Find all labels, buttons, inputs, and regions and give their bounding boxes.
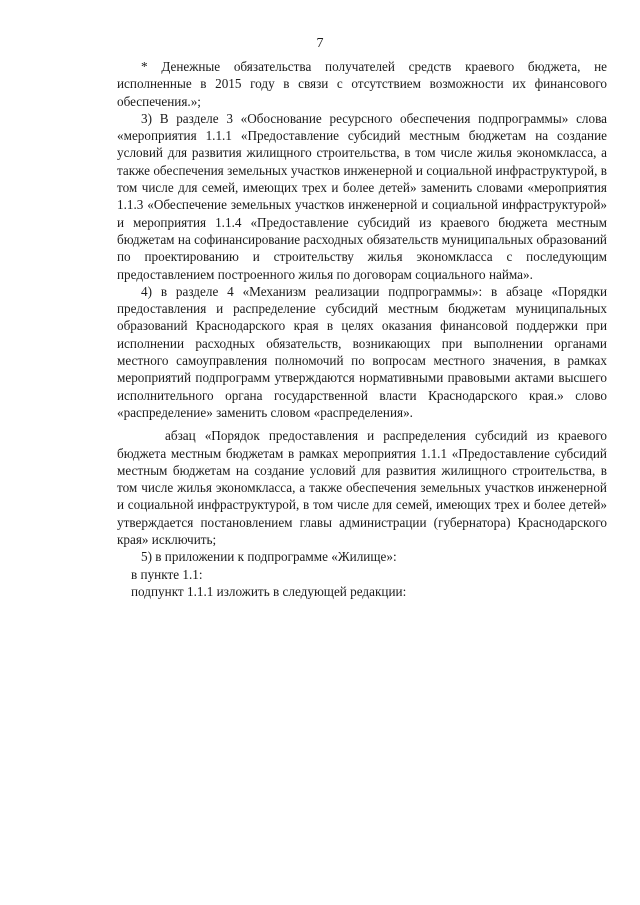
document-body xyxy=(117,58,607,600)
paragraph-podpunkt: подпункт 1.1.1 изложить в следующей редакции: xyxy=(131,583,407,599)
paragraph-item-5: 5) в приложении к подпрограмме «Жилище»: xyxy=(141,549,397,565)
paragraph-item-4: 4) в разделе 4 «Механизм реализации подпрограммы»: в абзаце «Порядки предоставления и распределение субсидий местным бюджетам муниципальных образований Краснодарского края в целях оказания финансовой поддержки при исполнении расходных обязательств, возникающих при выполнении органами местного самоуправления полномочий по вопросам местного значения, в рамках мероприятий подпрограмм утверждаются нормативными правовыми актами высшего исполнительного органа государственной власти Краснодарского края.» слово «распределение» заменить словом «распределения». xyxy=(117,283,607,420)
paragraph-abzac: абзац «Порядок предоставления и распределения субсидий из краевого бюджета местным бюджетам в рамках мероприятия 1.1.1 «Предоставление субсидий местным бюджетам на создание условий для развития жилищного строительства, в том числе жилья экономкласса, а также обеспечения земельных участков инженерной и социальной инфраструктурой, в том числе для семей, имеющих трех и более детей» утверждается постановлением главы администрации (губернатора) Краснодарского края» исключить; xyxy=(117,428,607,548)
paragraph-punkt: в пункте 1.1: xyxy=(131,566,203,582)
paragraph-footnote: * Денежные обязательства получателей средств краевого бюджета, не исполненные в 2015 году в связи с отсутствием возможности их финансового обеспечения.»; xyxy=(117,59,607,109)
paragraph-item-3: 3) В разделе 3 «Обоснование ресурсного обеспечения подпрограммы» слова «мероприятия 1.1.1 «Предоставление субсидий местным бюджетам на создание условий для развития жилищного строительства, в том числе жилья экономкласса, а также обеспечения земельных участков инженерной и социальной инфраструктурой, в том числе для семей, имеющих трех и более детей» заменить словами «мероприятия 1.1.3 «Обеспечение земельных участков инженерной и социальной инфраструктурой» и мероприятия 1.1.4 «Предоставление субсидий из краевого бюджета местным бюджетам на софинансирование расходных обязательств муниципальных образований по проектированию и строительству жилья экономкласса с последующим предоставлением построенного жилья по договорам социального найма». xyxy=(117,110,607,282)
page-number: 7 xyxy=(316,36,324,51)
